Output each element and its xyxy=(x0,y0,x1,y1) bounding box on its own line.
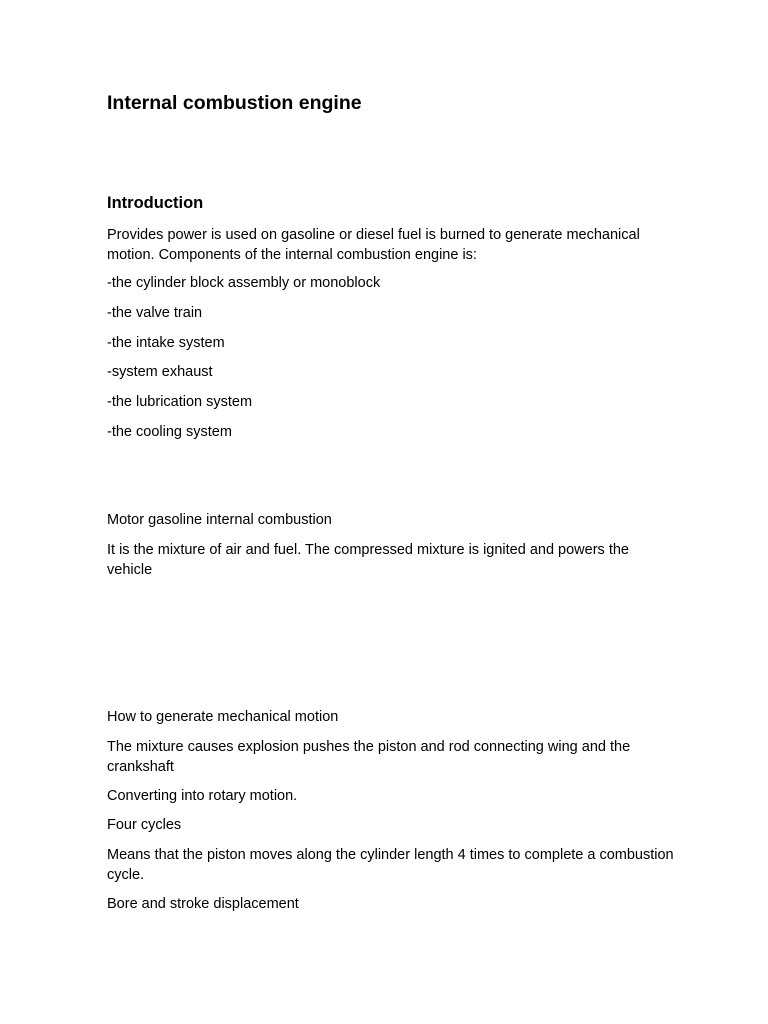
motion-paragraph-rotary: Converting into rotary motion. xyxy=(107,788,298,804)
motion-paragraph-four-cycles: Four cycles xyxy=(107,817,182,833)
component-item-valve-train: -the valve train xyxy=(107,305,203,321)
document-title: Internal combustion engine xyxy=(107,92,362,114)
motion-paragraph-explosion: The mixture causes explosion pushes the piston and rod connecting wing and the crankshaft xyxy=(107,739,631,775)
component-item-lubrication-system: -the lubrication system xyxy=(107,394,253,410)
introduction-heading: Introduction xyxy=(107,194,204,212)
motion-paragraph-bore-stroke: Bore and stroke displacement xyxy=(107,896,299,912)
motion-paragraph-piston-cycle: Means that the piston moves along the cylinder length 4 times to complete a combustion cycle. xyxy=(107,847,674,883)
component-item-intake-system: -the intake system xyxy=(107,335,225,351)
component-item-exhaust-system: -system exhaust xyxy=(107,364,213,380)
motor-section-paragraph: It is the mixture of air and fuel. The compressed mixture is ignited and powers the vehicle xyxy=(107,542,629,578)
motor-section-heading: Motor gasoline internal combustion xyxy=(107,512,332,528)
motion-section-heading: How to generate mechanical motion xyxy=(107,709,339,725)
introduction-paragraph: Provides power is used on gasoline or diesel fuel is burned to generate mechanical motion. Components of the internal combustion engine is: xyxy=(107,227,640,263)
component-item-cylinder-block: -the cylinder block assembly or monoblock xyxy=(107,275,381,291)
component-item-cooling-system: -the cooling system xyxy=(107,424,232,440)
